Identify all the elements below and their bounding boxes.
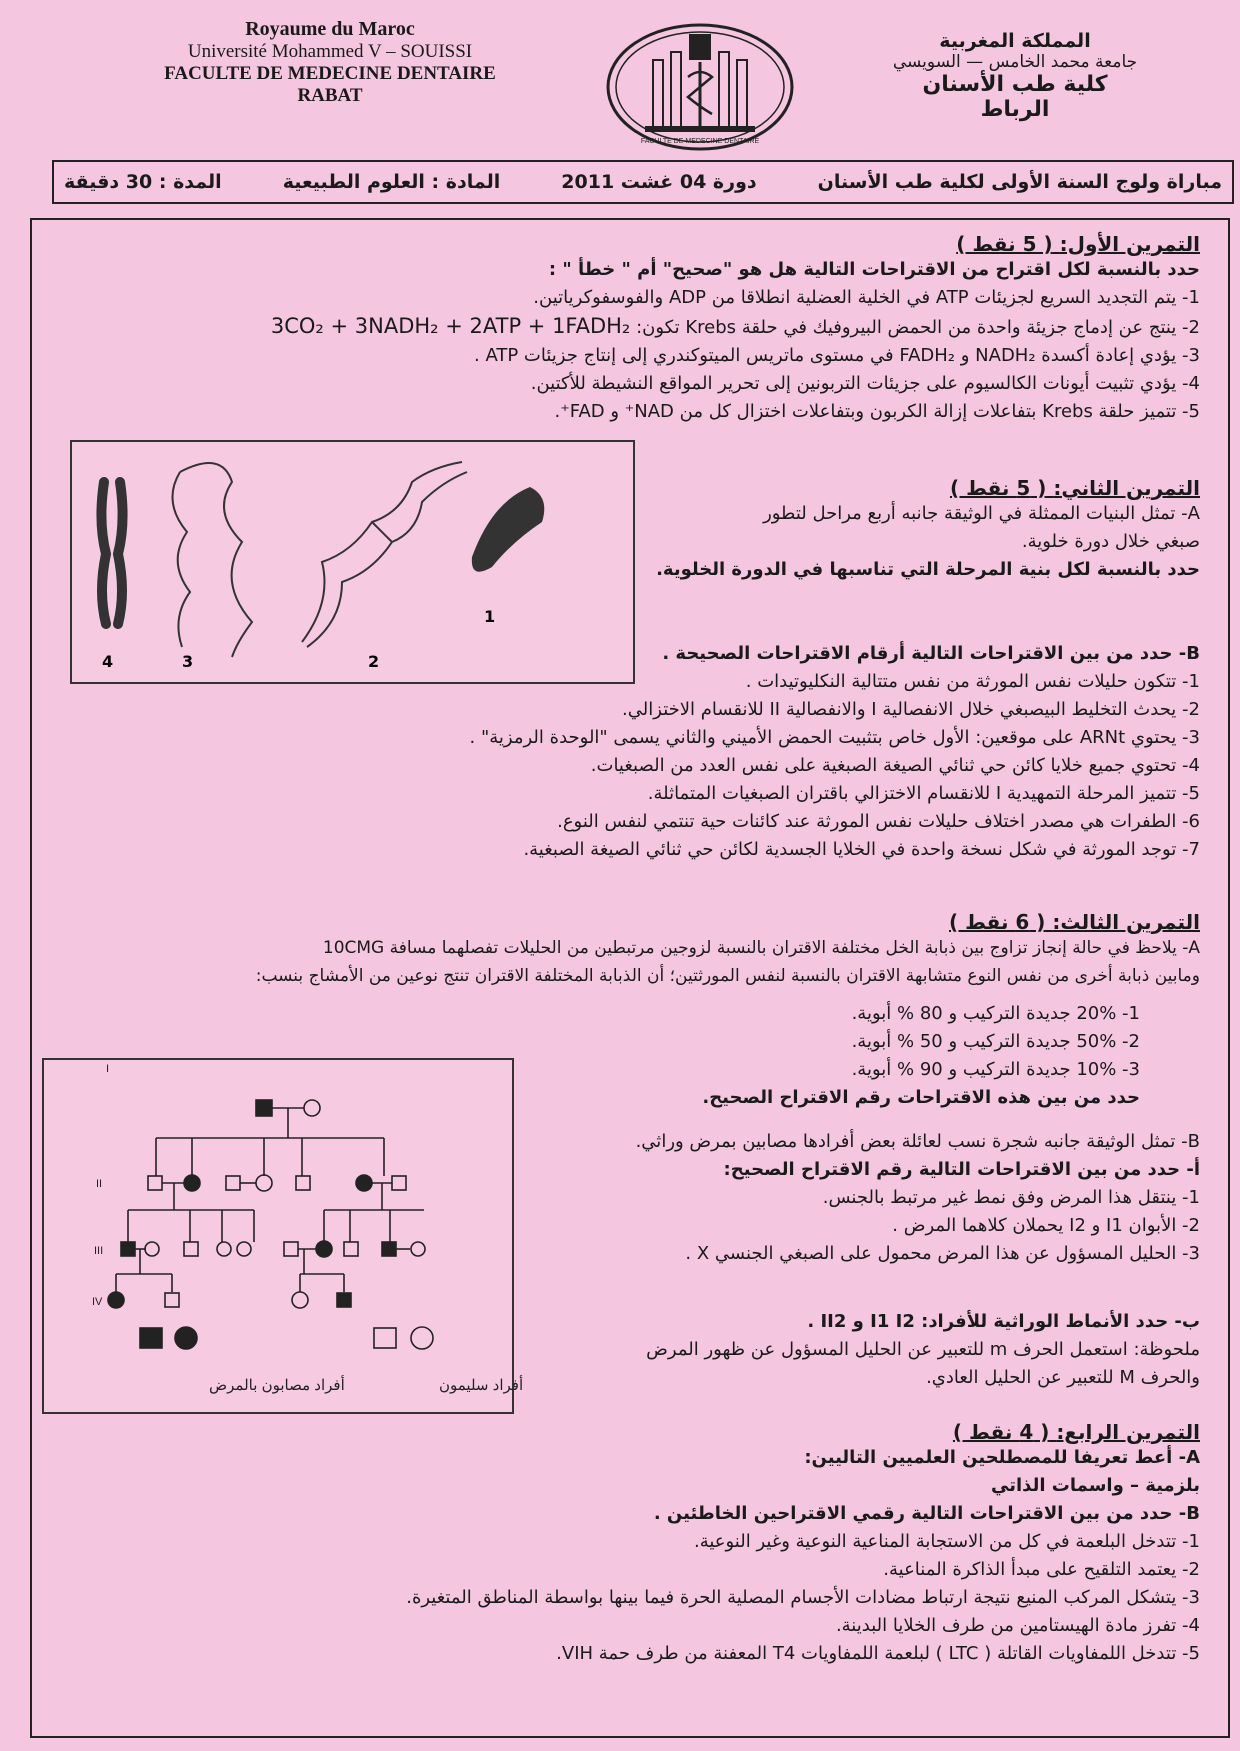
- structure-label: 1: [484, 607, 496, 626]
- exercise-4-item: 1- تتدخل البلعمة في كل من الاستجابة المناعية النوعية وغير النوعية.: [693, 1531, 1200, 1552]
- exercise-3-a-line: A- يلاحظ في حالة إنجاز تزاوج بين ذبابة الخل مختلفة الاقتران بالنسبة لزوجين مرتبطين من الحليلات تفصلهما مسافة 10CMG: [322, 938, 1200, 958]
- exercise-3-b2: [500, 1308, 1200, 1392]
- chromosome-structure-4: [101, 482, 122, 624]
- legend-affected-label: أفراد مصابون بالمرض: [209, 1377, 345, 1394]
- structure-label: 2: [368, 652, 380, 671]
- pedigree-generation-label: I: [106, 1063, 110, 1075]
- logo-caption: FACULTE DE MEDECINE DENTAIRE: [640, 138, 760, 145]
- exercise-3-b-line: B- تمثل الوثيقة جانبه شجرة نسب لعائلة بعض أفرادها مصابين بمرض وراثي.: [635, 1131, 1200, 1152]
- structure-label: 3: [182, 652, 194, 671]
- exercise-3-note: والحرف M للتعبير عن الحليل العادي.: [926, 1367, 1200, 1388]
- header-right-line: كلية طب الأسنان: [922, 72, 1108, 97]
- exercise-4-item: 4- تفرز مادة الهيستامين من طرف الخلايا البدينة.: [835, 1615, 1200, 1636]
- exercise-3-a-question: حدد من بين هذه الاقتراحات رقم الاقتراح الصحيح.: [702, 1087, 1140, 1108]
- pedigree-generation-label: IV: [92, 1296, 103, 1308]
- exercise-2-b-item: 2- يحدث التخليط البيصبغي خلال الانفصالية I والانفصالية II للانقسام الاختزالي.: [622, 699, 1200, 720]
- exercise-4-b-title: B- حدد من بين الاقتراحات التالية رقمي الاقتراحين الخاطئين .: [653, 1503, 1200, 1524]
- chromosome-structure-2: [302, 462, 467, 647]
- exercise-1-title: التمرين الأول: ( 5 نقط ): [956, 232, 1200, 256]
- exercise-2-a-question: حدد بالنسبة لكل بنية المرحلة التي تناسبها في الدورة الخلوية.: [656, 559, 1200, 580]
- exercise-4-a-terms: بلزمية – واسمات الذاتي: [991, 1475, 1200, 1496]
- header-right-line: جامعة محمد الخامس — السويسي: [892, 52, 1138, 72]
- faculty-logo: [605, 22, 795, 152]
- exercise-4-item: 5- تتدخل اللمفاويات القاتلة ( LTC ) لبلعمة اللمفاويات T4 المعفنة من طرف حمة VIH.: [556, 1643, 1200, 1664]
- exercise-4-item: 3- يتشكل المركب المنيع نتيجة ارتباط مضادات الأجسام المصلية الحرة فيما بينها بواسطة المناطق المتغيرة.: [406, 1587, 1200, 1608]
- header-left: [120, 18, 540, 107]
- exercise-1-item: 3- يؤدي إعادة أكسدة NADH₂ و FADH₂ في مستوى ماتريس الميتوكندري إلى إنتاج جزيئات ATP .: [473, 345, 1200, 366]
- exercise-2-b-item: 3- يحتوي ARNt على موقعين: الأول خاص بتثبيت الحمض الأميني والثاني يسمى "الوحدة الرمزية" .: [469, 727, 1200, 748]
- exercise-2-title: التمرين الثاني: ( 5 نقط ): [949, 476, 1200, 500]
- exercise-3-b: [540, 1128, 1200, 1268]
- exercise-2-b-item: 4- تحتوي جميع خلايا كائن حي ثنائي الصيغة الصبغية على نفس العدد من الصبغيات.: [590, 755, 1200, 776]
- exercise-1-instruction: حدد بالنسبة لكل اقتراح من الاقتراحات التالية هل هو "صحيح" أم " خطأ " :: [548, 259, 1200, 280]
- exercise-2-a-line: صبغي خلال دورة خلوية.: [1021, 531, 1200, 552]
- exercise-1: [60, 232, 1200, 426]
- header-right-line: الرباط: [980, 97, 1050, 122]
- exercise-2-b-title: B- حدد من بين الاقتراحات التالية أرقام الاقتراحات الصحيحة .: [662, 643, 1200, 664]
- pedigree-figure: [42, 1058, 524, 1414]
- exercise-3-a-options: [580, 1000, 1140, 1112]
- exercise-3-option: 1- 20% جديدة التركيب و 80 % أبوية.: [851, 1003, 1140, 1024]
- exercise-3-b1-title: أ- حدد من بين الاقتراحات التالية رقم الاقتراح الصحيح:: [723, 1159, 1200, 1180]
- exercise-2-a: [656, 476, 1200, 584]
- exam-info-bar: [52, 160, 1234, 204]
- pedigree-generation-label: II: [96, 1178, 103, 1190]
- exercise-1-item: 5- تتميز حلقة Krebs بتفاعلات إزالة الكربون وبتفاعلات اختزال كل من NAD⁺ و FAD⁺.: [554, 401, 1200, 422]
- exercise-3-a: [30, 910, 1200, 990]
- pedigree-generation-label: III: [94, 1245, 104, 1257]
- exercise-3-b2-question: ب- حدد الأنماط الوراثية للأفراد: I1 I2 و II2 .: [807, 1311, 1200, 1332]
- exam-session: دورة 04 غشت 2011: [561, 171, 757, 193]
- exercise-3-option: 3- 10% جديدة التركيب و 90 % أبوية.: [851, 1059, 1140, 1080]
- exercise-2-b-item: 1- تتكون حليلات نفس المورثة من نفس متتالية النكليوتيدات .: [745, 671, 1200, 692]
- exercise-1-item: 4- يؤدي تثبيت أيونات الكالسيوم على جزيئات التربونين إلى تحرير المواقع النشيطة للأكتين.: [530, 373, 1200, 394]
- exercise-3-b1-item: 3- الحليل المسؤول عن هذا المرض محمول على الصبغي الجنسي X .: [685, 1243, 1200, 1264]
- header-right-line: المملكة المغربية: [939, 30, 1091, 52]
- exercise-4-item: 2- يعتمد التلقيح على مبدأ الذاكرة المناعية.: [883, 1559, 1200, 1580]
- exercise-2-b-item: 7- توجد المورثة في شكل نسخة واحدة في الخلايا الجسدية لكائن حي ثنائي الصيغة الصبغية.: [523, 839, 1200, 860]
- exam-subject: المادة : العلوم الطبيعية: [282, 171, 501, 193]
- exercise-3-a-line: ومابين ذبابة أخرى من نفس النوع متشابهة الاقتران بالنسبة لنفس المورثتين؛ أن الذبابة المختلفة الاقتران تنتج نوعين من الأمشاج بنسب:: [255, 966, 1200, 986]
- exercise-3-b1-item: 1- ينتقل هذا المرض وفق نمط غير مرتبط بالجنس.: [822, 1187, 1200, 1208]
- structure-label: 4: [102, 652, 114, 671]
- chromosome-structure-3: [172, 463, 252, 657]
- exercise-4-a: A- أعط تعريفا للمصطلحين العلميين التاليين:: [804, 1447, 1200, 1468]
- exam-title: مباراة ولوج السنة الأولى لكلية طب الأسنان: [817, 171, 1222, 193]
- legend-healthy-label: أفراد سليمون: [439, 1377, 524, 1394]
- header-left-line: RABAT: [297, 85, 363, 106]
- exam-duration: المدة : 30 دقيقة: [64, 171, 222, 193]
- header-left-line: Royaume du Maroc: [245, 18, 415, 40]
- exercise-3-note: ملحوظة: استعمل الحرف m للتعبير عن الحليل المسؤول عن ظهور المرض: [646, 1339, 1200, 1360]
- chromosome-structure-1: [472, 487, 544, 572]
- exercise-1-item: 1- يتم التجديد السريع لجزيئات ATP في الخلية العضلية انطلاقا من ADP والفوسفوكرياتين.: [533, 287, 1200, 308]
- exercise-4-title: التمرين الرابع: ( 4 نقط ): [952, 1420, 1200, 1444]
- exercise-2-b-item: 5- تتميز المرحلة التمهيدية I للانقسام الاختزالي باقتران الصبغيات المتماثلة.: [647, 783, 1200, 804]
- exercise-2-b-item: 6- الطفرات هي مصدر اختلاف حليلات نفس المورثة عند كائنات حية تنتمي لنفس النوع.: [557, 811, 1200, 832]
- exercise-2-b: [60, 640, 1200, 864]
- header-left-line: Université Mohammed V – SOUISSI: [187, 41, 473, 62]
- header-left-line: FACULTE DE MEDECINE DENTAIRE: [164, 63, 496, 84]
- exercise-3-option: 2- 50% جديدة التركيب و 50 % أبوية.: [851, 1031, 1140, 1052]
- exercise-4: [50, 1420, 1200, 1668]
- exercise-2-a-line: A- تمثل البنيات الممثلة في الوثيقة جانبه أربع مراحل لتطور: [763, 503, 1200, 524]
- exercise-1-item: 2- ينتج عن إدماج جزيئة واحدة من الحمض البيروفيك في حلقة Krebs تكون: 3CO₂ + 3NADH₂ + 2ATP + 1FADH₂: [270, 314, 1200, 338]
- exercise-3-b1-item: 2- الأبوان I1 و I2 يحملان كلاهما المرض .: [892, 1215, 1200, 1236]
- header-right: [850, 30, 1180, 122]
- exercise-3-title: التمرين الثالث: ( 6 نقط ): [949, 910, 1200, 934]
